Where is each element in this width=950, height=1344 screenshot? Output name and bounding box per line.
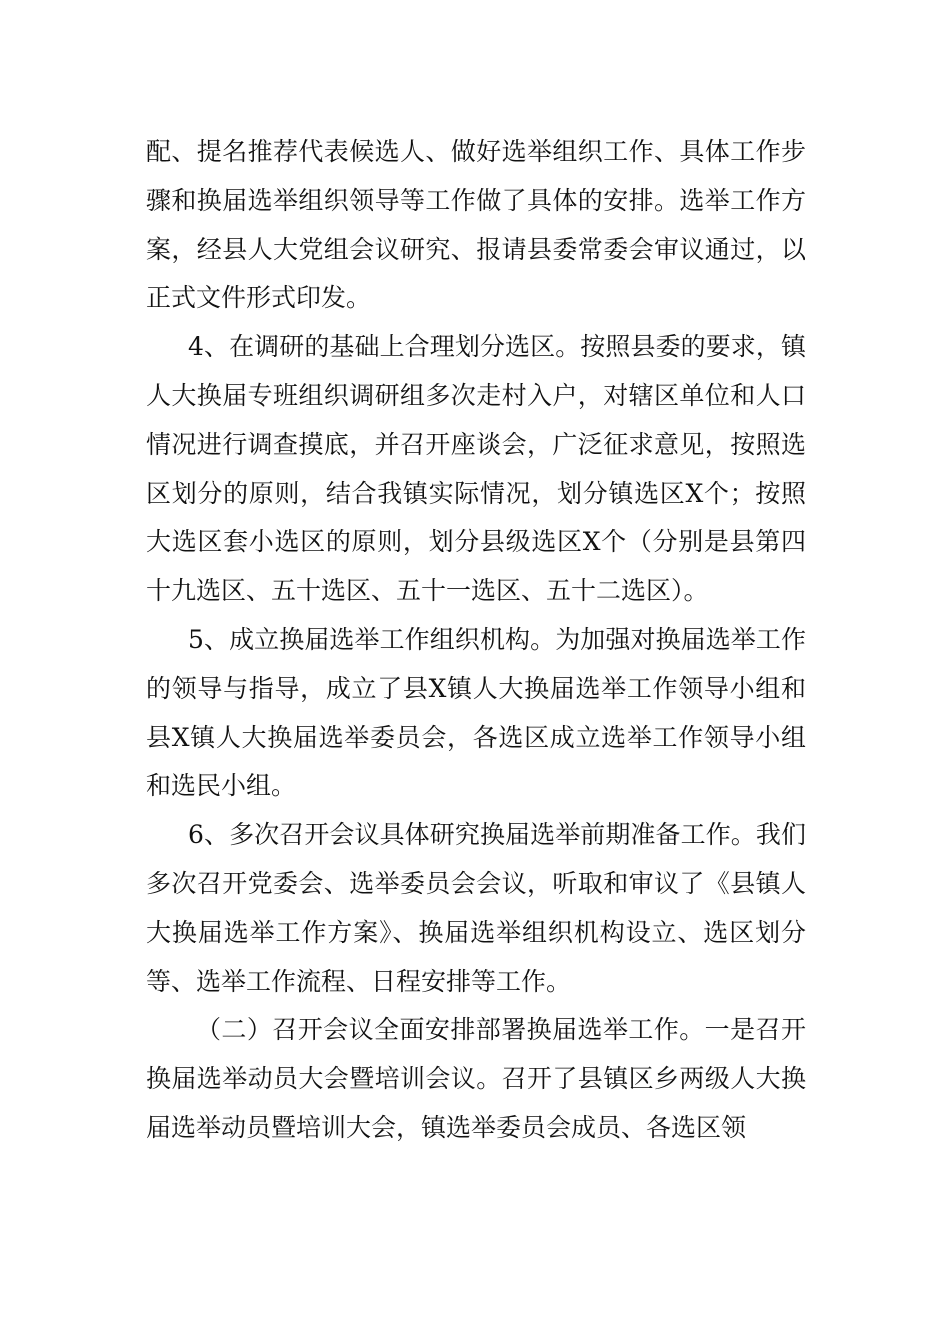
paragraph-item-5: 5、成立换届选举工作组织机构。为加强对换届选举工作的领导与指导，成立了县X镇人大换届选举工作领导小组和县X镇人大换届选举委员会，各选区成立选举工作领导小组和选民小组。	[146, 624, 806, 801]
paragraph-item-4: 4、在调研的基础上合理划分选区。按照县委的要求，镇人大换届专班组织调研组多次走村入户，对辖区单位和人口情况进行调查摸底，并召开座谈会，广泛征求意见，按照选区划分的原则，结合我镇实际情况，划分镇选区X个；按照大选区套小选区的原则，划分县级选区X个（分别是县第四十九选区、五十选区、五十一选区、五十二选区）。	[146, 332, 806, 606]
paragraph-continued: 配、提名推荐代表候选人、做好选举组织工作、具体工作步骤和换届选举组织领导等工作做了具体的安排。选举工作方案，经县人大党组会议研究、报请县委常委会审议通过，以正式文件形式印发。	[146, 137, 806, 313]
paragraph-section-2: （二）召开会议全面安排部署换届选举工作。一是召开换届选举动员大会暨培训会议。召开了县镇区乡两级人大换届选举动员暨培训大会，镇选举委员会成员、各选区领	[146, 1015, 806, 1142]
document-page	[146, 128, 806, 1153]
paragraph-item-6: 6、多次召开会议具体研究换届选举前期准备工作。我们多次召开党委会、选举委员会会议，听取和审议了《县镇人大换届选举工作方案》、换届选举组织机构设立、选区划分等、选举工作流程、日程安排等工作。	[146, 820, 806, 996]
